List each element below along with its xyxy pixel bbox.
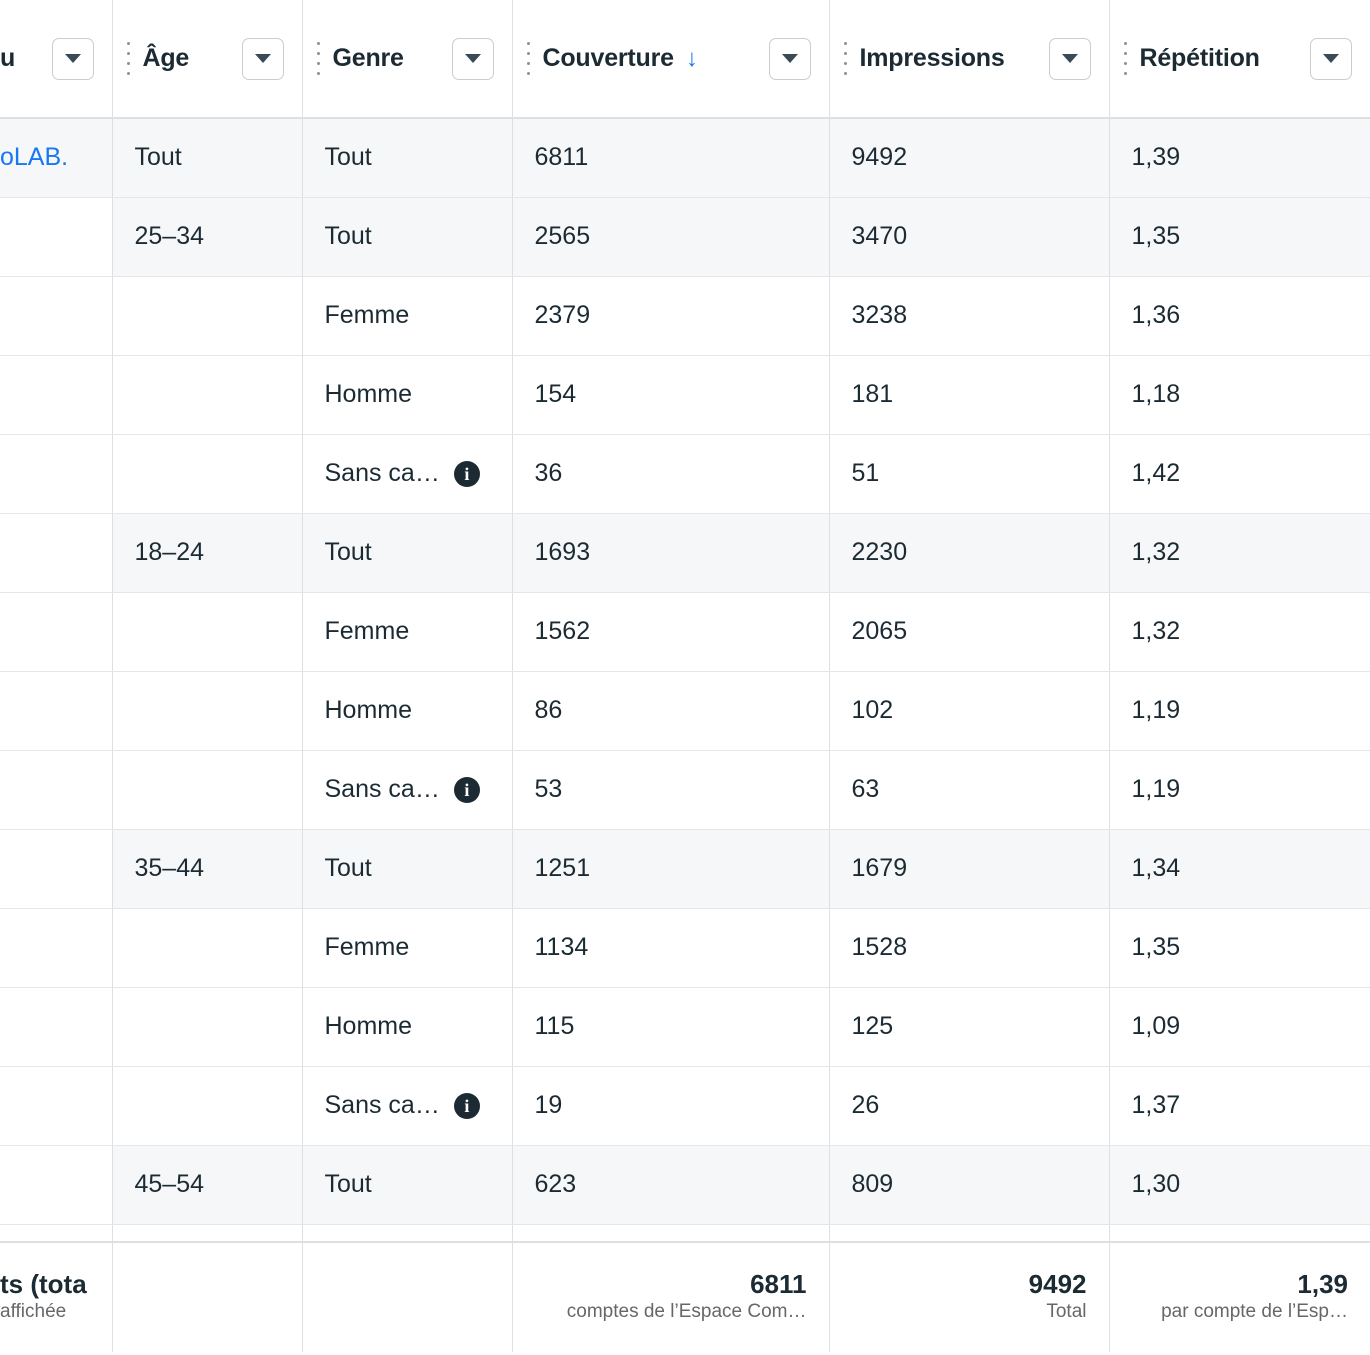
cell-couverture: 115 — [512, 987, 829, 1066]
drag-handle-icon[interactable] — [844, 42, 848, 76]
cell-age — [112, 908, 302, 987]
sort-descending-icon[interactable]: ↓ — [685, 44, 698, 72]
cell-account — [0, 987, 112, 1066]
table-body — [0, 118, 1370, 1242]
cell-age — [112, 276, 302, 355]
cell-repetition: 1,42 — [1109, 434, 1370, 513]
cell-age — [112, 592, 302, 671]
table-row[interactable] — [0, 197, 1370, 276]
table-row[interactable] — [0, 592, 1370, 671]
info-icon[interactable]: i — [454, 777, 480, 803]
cell-account — [0, 829, 112, 908]
cell-repetition: 1,19 — [1109, 671, 1370, 750]
drag-handle-icon[interactable] — [317, 42, 321, 76]
cell-account — [0, 276, 112, 355]
cell-account — [0, 1145, 112, 1224]
footer-genre — [302, 1242, 512, 1352]
cell-age — [112, 987, 302, 1066]
cell-genre: Tout — [302, 1145, 512, 1224]
cell-impressions: 102 — [829, 671, 1109, 750]
table-row[interactable] — [0, 671, 1370, 750]
cell-account — [0, 1066, 112, 1145]
table-row[interactable] — [0, 908, 1370, 987]
cell-impressions: 809 — [829, 1145, 1109, 1224]
chevron-down-icon — [65, 54, 81, 63]
cell-age: 18–24 — [112, 513, 302, 592]
chevron-down-icon — [1062, 54, 1078, 63]
column-header-impressions[interactable] — [829, 0, 1109, 118]
cell-age: 45–54 — [112, 1145, 302, 1224]
cell-couverture: 19 — [512, 1066, 829, 1145]
cell-repetition: 1,34 — [1109, 829, 1370, 908]
cell-genre: Femme — [302, 276, 512, 355]
cell-repetition: 1,32 — [1109, 513, 1370, 592]
chevron-down-icon — [1323, 54, 1339, 63]
table-row[interactable] — [0, 1066, 1370, 1145]
cell-couverture: 2379 — [512, 276, 829, 355]
column-header-couverture[interactable] — [512, 0, 829, 118]
table-row-clipped[interactable] — [0, 1224, 1370, 1242]
table-row[interactable] — [0, 1145, 1370, 1224]
cell-account — [0, 513, 112, 592]
table-row[interactable] — [0, 276, 1370, 355]
cell-genre: Tout — [302, 513, 512, 592]
cell-repetition: 1,18 — [1109, 355, 1370, 434]
cell-genre — [302, 434, 512, 513]
cell-account — [0, 355, 112, 434]
column-header-age-label: Âge — [142, 44, 190, 72]
cell-couverture — [512, 1224, 829, 1242]
table-row[interactable] — [0, 750, 1370, 829]
cell-impressions: 125 — [829, 987, 1109, 1066]
cell-impressions — [829, 1224, 1109, 1242]
footer-impressions-subtitle: Total — [1046, 1301, 1087, 1323]
cell-age — [112, 355, 302, 434]
cell-impressions: 1679 — [829, 829, 1109, 908]
column-header-account[interactable] — [0, 0, 112, 118]
table-header — [0, 0, 1370, 118]
cell-couverture: 53 — [512, 750, 829, 829]
cell-account — [0, 750, 112, 829]
footer-repetition-value: 1,39 — [1297, 1269, 1348, 1300]
footer-impressions-value: 9492 — [1028, 1269, 1087, 1300]
cell-repetition: 1,30 — [1109, 1145, 1370, 1224]
cell-repetition: 1,39 — [1109, 118, 1370, 197]
column-header-repetition-label: Répétition — [1139, 44, 1260, 72]
column-header-genre[interactable] — [302, 0, 512, 118]
cell-couverture: 2565 — [512, 197, 829, 276]
cell-couverture: 154 — [512, 355, 829, 434]
cell-couverture: 1251 — [512, 829, 829, 908]
info-icon[interactable]: i — [454, 461, 480, 487]
footer-couverture-subtitle: comptes de l’Espace Com… — [566, 1301, 807, 1323]
cell-genre — [302, 1224, 512, 1242]
footer-label-line1: ts (tota — [0, 1269, 87, 1300]
footer-impressions — [829, 1242, 1109, 1352]
cell-genre: Tout — [302, 118, 512, 197]
cell-impressions: 3470 — [829, 197, 1109, 276]
cell-impressions: 63 — [829, 750, 1109, 829]
cell-impressions: 2230 — [829, 513, 1109, 592]
cell-couverture: 1134 — [512, 908, 829, 987]
cell-couverture: 1562 — [512, 592, 829, 671]
cell-repetition: 1,35 — [1109, 197, 1370, 276]
cell-age — [112, 1066, 302, 1145]
cell-age — [112, 671, 302, 750]
cell-repetition: 1,19 — [1109, 750, 1370, 829]
footer-repetition — [1109, 1242, 1370, 1352]
cell-repetition: 1,36 — [1109, 276, 1370, 355]
cell-genre — [302, 1066, 512, 1145]
cell-impressions: 3238 — [829, 276, 1109, 355]
cell-impressions: 181 — [829, 355, 1109, 434]
cell-couverture: 36 — [512, 434, 829, 513]
drag-handle-icon[interactable] — [127, 42, 131, 76]
table-header-row — [0, 0, 1370, 118]
cell-age: 25–34 — [112, 197, 302, 276]
cell-genre-label: Sans ca… — [324, 1091, 440, 1119]
cell-account — [0, 434, 112, 513]
column-header-repetition[interactable] — [1109, 0, 1370, 118]
cell-repetition: 1,37 — [1109, 1066, 1370, 1145]
column-header-age[interactable] — [112, 0, 302, 118]
footer-age — [112, 1242, 302, 1352]
footer-label-line2: affichée — [0, 1301, 67, 1323]
cell-repetition: 1,32 — [1109, 592, 1370, 671]
cell-genre: Femme — [302, 592, 512, 671]
cell-genre: Femme — [302, 908, 512, 987]
column-header-impressions-label: Impressions — [859, 44, 1005, 72]
cell-genre-label: Sans ca… — [324, 459, 440, 487]
cell-couverture: 623 — [512, 1145, 829, 1224]
cell-account — [0, 118, 112, 197]
column-header-account-label: u — [0, 44, 16, 72]
cell-genre: Tout — [302, 829, 512, 908]
info-icon[interactable]: i — [454, 1093, 480, 1119]
column-menu-impressions-button[interactable] — [1049, 38, 1091, 80]
cell-impressions: 26 — [829, 1066, 1109, 1145]
account-link[interactable]: oLAB. — [0, 143, 69, 172]
cell-genre: Tout — [302, 197, 512, 276]
footer-label — [0, 1242, 112, 1352]
cell-genre — [302, 750, 512, 829]
table-row[interactable] — [0, 355, 1370, 434]
cell-repetition: 1,09 — [1109, 987, 1370, 1066]
cell-genre: Homme — [302, 987, 512, 1066]
cell-account — [0, 1224, 112, 1242]
cell-age — [112, 750, 302, 829]
cell-account — [0, 671, 112, 750]
drag-handle-icon[interactable] — [527, 42, 531, 76]
cell-age: Tout — [112, 118, 302, 197]
cell-age: 35–44 — [112, 829, 302, 908]
cell-impressions: 9492 — [829, 118, 1109, 197]
column-menu-account-button[interactable] — [52, 38, 94, 80]
cell-age — [112, 434, 302, 513]
cell-genre: Homme — [302, 355, 512, 434]
cell-couverture: 86 — [512, 671, 829, 750]
column-menu-couverture-button[interactable] — [769, 38, 811, 80]
table-row[interactable] — [0, 118, 1370, 197]
cell-genre: Homme — [302, 671, 512, 750]
cell-impressions: 2065 — [829, 592, 1109, 671]
column-header-genre-label: Genre — [332, 44, 404, 72]
table-row[interactable] — [0, 513, 1370, 592]
table-row[interactable] — [0, 829, 1370, 908]
table-footer-row — [0, 1242, 1370, 1352]
cell-account — [0, 908, 112, 987]
chevron-down-icon — [782, 54, 798, 63]
table-footer — [0, 1242, 1370, 1352]
cell-account — [0, 592, 112, 671]
footer-couverture-value: 6811 — [750, 1269, 807, 1300]
column-menu-genre-button[interactable] — [452, 38, 494, 80]
table-row[interactable] — [0, 434, 1370, 513]
column-header-couverture-label: Couverture — [542, 44, 674, 72]
cell-account — [0, 197, 112, 276]
cell-impressions: 1528 — [829, 908, 1109, 987]
cell-genre-label: Sans ca… — [324, 775, 440, 803]
cell-age — [112, 1224, 302, 1242]
cell-couverture: 1693 — [512, 513, 829, 592]
drag-handle-icon[interactable] — [1124, 42, 1128, 76]
cell-repetition: 1,35 — [1109, 908, 1370, 987]
table-row[interactable] — [0, 987, 1370, 1066]
footer-repetition-subtitle: par compte de l’Esp… — [1161, 1301, 1348, 1323]
cell-repetition — [1109, 1224, 1370, 1242]
cell-couverture: 6811 — [512, 118, 829, 197]
chevron-down-icon — [465, 54, 481, 63]
footer-couverture — [512, 1242, 829, 1352]
chevron-down-icon — [255, 54, 271, 63]
cell-impressions: 51 — [829, 434, 1109, 513]
column-menu-age-button[interactable] — [242, 38, 284, 80]
column-menu-repetition-button[interactable] — [1310, 38, 1352, 80]
